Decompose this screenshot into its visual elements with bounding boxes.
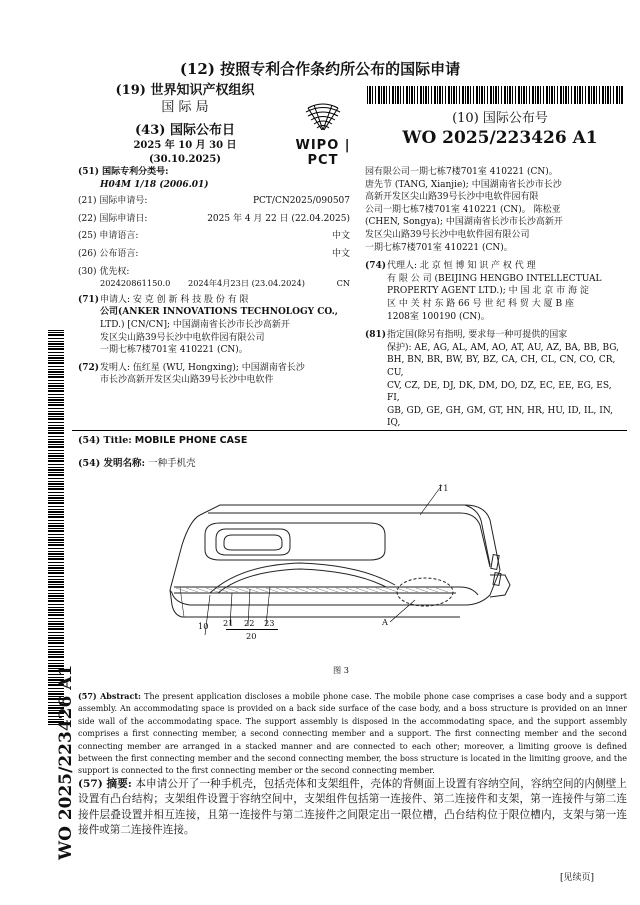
field-51: (51) 国际专利分类号: H04M 1/18 (2006.01) bbox=[78, 166, 350, 191]
ref-22: 22 bbox=[244, 618, 255, 628]
ref-11: 11 bbox=[438, 483, 449, 493]
ipc-value: H04M 1/18 (2006.01) bbox=[100, 179, 209, 190]
pub-date-block bbox=[100, 122, 270, 167]
field-71: (71) 申请人: 安 克 创 新 科 技 股 份 有 限 公司(ANKER INNOVATIONS TECHNOLOGY CO., LTD.) [CN/CN]; 中国湖南省长沙市长沙高新开 发区尖山路39号长沙中电软件园有限公司 一期七栋7楼701室 410221 (CN)。 bbox=[78, 294, 350, 357]
pub-date-value: 2025 年 10 月 30 日 (30.10.2025) bbox=[133, 140, 237, 165]
priority-row bbox=[78, 278, 350, 290]
field-81: (81) 指定国(除另有指明, 要求每一种可提供的国家 保护): AE, AG, AL, AM, AO, AT, AU, AZ, BA, BB, BG, BH, BN, BR, BW, BY, BZ, CA, CH, CL, CN, CO, CR, CU, CV, CZ, DE, DJ, DK, DM, DO, DZ, EC, EE, EG, ES, FI, GB, GD, GE, GH, GM, GT, HN, HR, HU, ID, IL, IN, IQ, bbox=[365, 329, 627, 430]
field-72: (72) 发明人: 伍红星 (WU, Hongxing); 中国湖南省长沙 市长沙高新开发区尖山路39号长沙中电软件 bbox=[78, 362, 350, 387]
biblio-left-column bbox=[78, 166, 350, 387]
see-continuation: [见续页] bbox=[560, 873, 595, 883]
wipo-logo bbox=[278, 100, 368, 168]
inventor-continued: 园有限公司一期七栋7楼701室 410221 (CN)。 唐先节 (TANG, Xianjie); 中国湖南省长沙市长沙 高新开发区尖山路39号长沙中电软件园有限 公司一期七栋7楼701室 410221 (CN)。 陈松亚 (CHEN, Songya); 中国湖南省长沙市长沙高新开 发区尖山路39号长沙中电软件园有限公司 一期七栋7楼701室 410221 (CN)。 bbox=[365, 167, 563, 253]
pub-number: WO 2025/223426 A1 bbox=[402, 128, 598, 148]
patent-figure bbox=[160, 475, 520, 649]
applicant-block: 申请人: 安 克 创 新 科 技 股 份 有 限 公司(ANKER INNOVATIONS TECHNOLOGY CO., LTD.) [CN/CN]; 中国湖南省长沙市长沙高新开 发区尖山路39号长沙中电软件园有限公司 一期七栋7楼701室 410221 (CN)。 bbox=[100, 294, 338, 356]
field-74: (74) 代理人: 北 京 恒 博 知 识 产 权 代 理 有 限 公 司 (BEIJING HENGBO INTELLECTUAL PROPERTY AGENT LTD.); 中 国 北 京 市 海 淀 区 中 关 村 东 路 66 号 世 纪 科 贸 大 厦 B 座 1208室 100190 (CN)。 bbox=[365, 260, 627, 323]
filing-language: 中文 bbox=[331, 231, 350, 242]
inventor-block: 发明人: 伍红星 (WU, Hongxing); 中国湖南省长沙 市长沙高新开发区尖山路39号长沙中电软件 bbox=[100, 362, 305, 386]
wipo-org-name: (19) 世界知识产权组织 bbox=[115, 83, 255, 98]
pub-number-block bbox=[400, 110, 600, 149]
figure-caption: 图 3 bbox=[333, 665, 349, 675]
application-number: PCT/CN2025/090507 bbox=[252, 196, 350, 207]
field-26: (26) 公布语言: 中文 bbox=[78, 248, 350, 259]
ref-10: 10 bbox=[198, 621, 209, 631]
international-bureau: 国 际 局 bbox=[161, 100, 209, 115]
ref-20-bracket bbox=[226, 629, 278, 630]
field-25: (25) 申请语言: 中文 bbox=[78, 231, 350, 242]
priority-date: 2024年4月23日 (23.04.2024) bbox=[188, 278, 305, 289]
ref-23: 23 bbox=[264, 618, 275, 628]
wipo-pct-text: WIPO | PCT bbox=[295, 138, 351, 168]
ref-A: A bbox=[382, 617, 388, 627]
top-barcode bbox=[367, 86, 623, 104]
abstract-cn: (57) 摘要: 本申请公开了一种手机壳，包括壳体和支架组件，壳体的背侧面上设置有容纳空间，容纳空间的内侧壁上设置有凸台结构；支架组件设置于容纳空间中，支架组件包括第一连接件、第二连接件和支架，第一连接件与第二连接件层叠设置并相互连接，且第一连接件与第二连接件之间限定出一限位槽，凸台结构位于限位槽内，支架与第一连接件或第二连接件连接。 bbox=[78, 778, 627, 837]
title-cn: (54) 发明名称: 一种手机壳 bbox=[78, 458, 196, 469]
field-22: (22) 国际申请日: 2025 年 4 月 22 日 (22.04.2025) bbox=[78, 213, 350, 224]
designated-states-block: 指定国(除另有指明, 要求每一种可提供的国家 保护): AE, AG, AL, AM, AO, AT, AU, AZ, BA, BB, BG, BH, BN, BR, BW, BY, BZ, CA, CH, CL, CN, CO, CR, CU, CV, CZ, DE, DJ, DK, DM, DO, DZ, EC, EE, EG, ES, FI, GB, GD, GE, GH, GM, GT, HN, HR, HU, ID, IL, IN, IQ, bbox=[387, 330, 619, 429]
abstract-cn-text: 本申请公开了一种手机壳，包括壳体和支架组件，壳体的背侧面上设置有容纳空间，容纳空间的内侧壁上设置有凸台结构；支架组件设置于容纳空间中，支架组件包括第一连接件、第二连接件和支架，第一连接件与第二连接件层叠设置并相互连接，且第一连接件与第二连接件之间限定出一限位槽，凸台结构位于限位槽内，支架与第一连接件或第二连接件连接。 bbox=[78, 778, 627, 837]
abstract-en-text: The present application discloses a mobile phone case. The mobile phone case comprises a case body and a support assembly. An accommodating space is provided on a back side surface of the case body, and a boss structure is provided on an inner side wall of the accommodating space. The support assembly is disposed in the accommodating space, and the support assembly comprises a first connecting member, a second connecting member and a support. The first connecting member and the second connecting member are arranged in a stacked manner and are connected to each other; moreover, a limiting groove is defined between the first connecting member and the second connecting member, the boss structure is located in the limiting groove, and the support is connected to the first connecting member or the second connecting member. bbox=[78, 692, 628, 776]
pub-number-label: (10) 国际公布号 bbox=[452, 111, 548, 126]
filing-date: 2025 年 4 月 22 日 (22.04.2025) bbox=[207, 213, 350, 224]
ref-21: 21 bbox=[223, 618, 234, 628]
publication-type-title: (12) 按照专利合作条约所公布的国际申请 bbox=[179, 60, 461, 78]
title-cn-value: 一种手机壳 bbox=[148, 458, 196, 469]
phone-case-drawing-icon bbox=[160, 475, 520, 645]
title-en-value: MOBILE PHONE CASE bbox=[134, 435, 248, 446]
priority-number: 202420861150.0 bbox=[100, 278, 171, 289]
publication-language: 中文 bbox=[331, 248, 350, 259]
vertical-pub-number: WO 2025/223426 A1 bbox=[56, 664, 76, 860]
agent-block: 代理人: 北 京 恒 博 知 识 产 权 代 理 有 限 公 司 (BEIJING HENGBO INTELLECTUAL PROPERTY AGENT LTD.); 中 国 北 京 市 海 淀 区 中 关 村 东 路 66 号 世 纪 科 贸 大 厦 B 座 1208室 100190 (CN)。 bbox=[387, 261, 602, 322]
field-21: (21) 国际申请号: PCT/CN2025/090507 bbox=[78, 196, 350, 207]
pub-date-label: (43) 国际公布日 bbox=[135, 123, 235, 138]
biblio-right-column bbox=[365, 166, 627, 430]
section-divider bbox=[72, 430, 627, 431]
wipo-org-block bbox=[100, 82, 270, 116]
title-en: (54) Title: MOBILE PHONE CASE bbox=[78, 435, 248, 446]
abstract-en: (57) Abstract: The present application discloses a mobile phone case. The mobile phone case comprises a case body and a support assembly. An accommodating space is provided on a back side surface of the case body, and a boss structure is provided on an inner side wall of the accommodating space. The support assembly is disposed in the accommodating space, and the support assembly comprises a first connecting member, a second connecting member and a support. The first connecting member and the second connecting member are arranged in a stacked manner and are connected to each other; moreover, a limiting groove is defined between the first connecting member and the second connecting member, the boss structure is located in the limiting groove, and the support is connected to the first connecting member or the second connecting member. bbox=[78, 691, 628, 776]
field-30: (30) 优先权: 202420861150.0 2024年4月23日 (23.04.2024) CN bbox=[78, 266, 350, 289]
ref-20: 20 bbox=[246, 631, 257, 641]
priority-country: CN bbox=[336, 278, 350, 289]
